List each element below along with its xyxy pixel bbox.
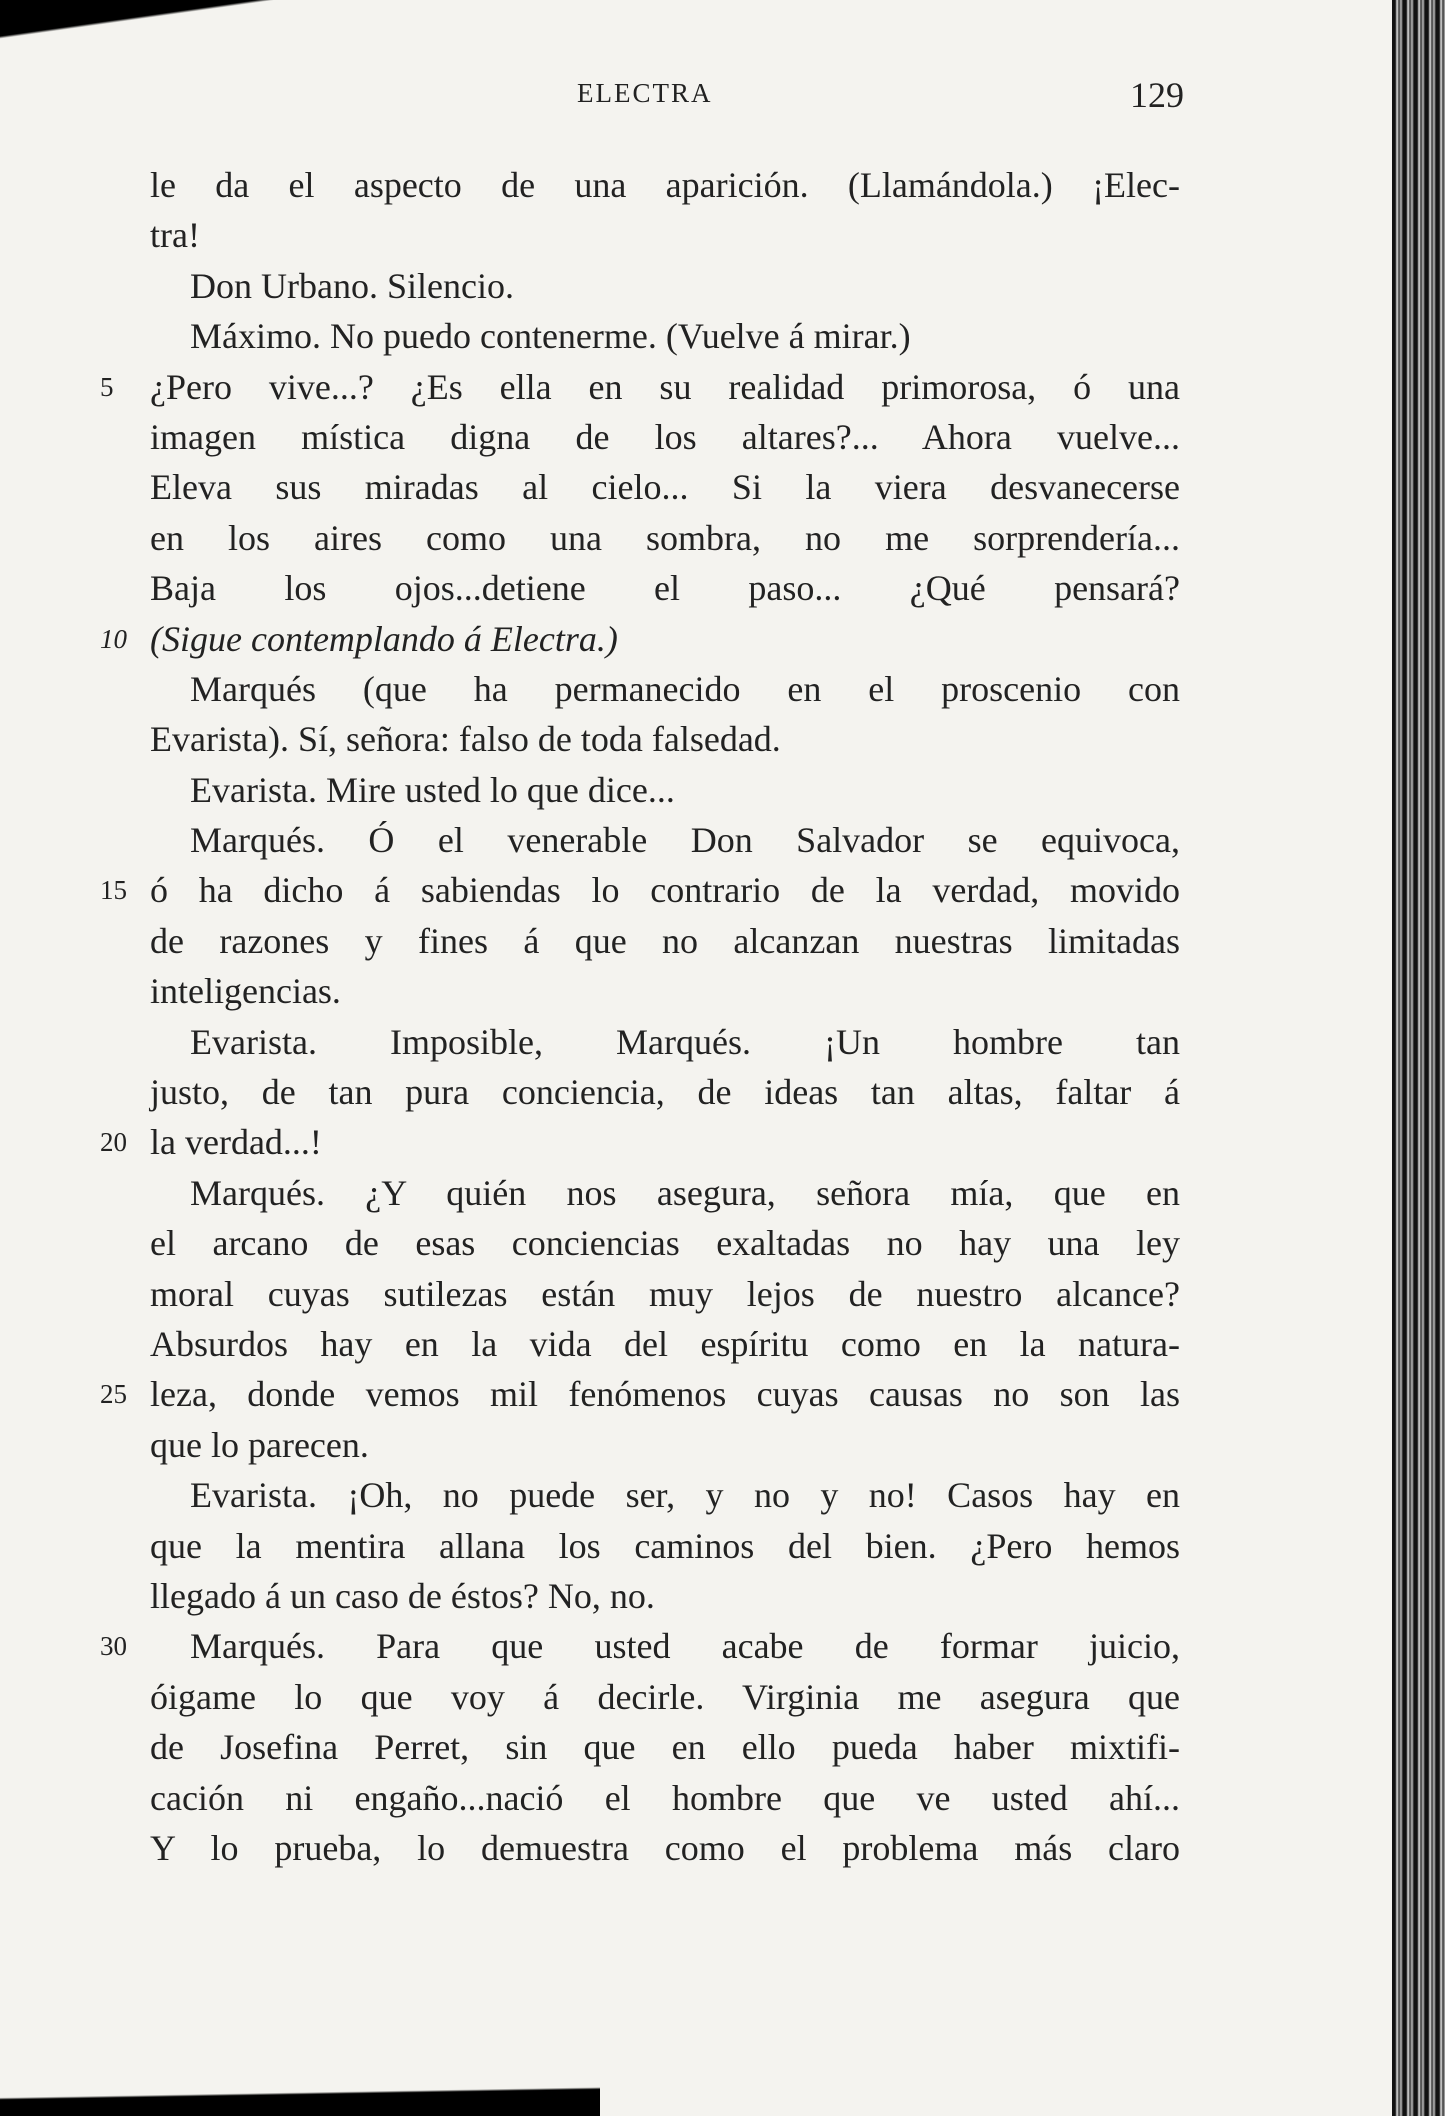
text-line: que lo parecen. <box>150 1424 369 1465</box>
line-number: 20 <box>100 1127 127 1158</box>
text-line: Marqués (que ha permanecido en el proscenio con <box>190 668 1180 709</box>
play-text <box>100 160 1180 1873</box>
line-number: 25 <box>100 1379 127 1410</box>
text-line: óigame lo que voy á decirle. Virginia me asegura que <box>150 1676 1180 1717</box>
text-line: Baja los ojos...detiene el paso... ¿Qué pensará? <box>150 568 1180 609</box>
text-line: de Josefina Perret, sin que en ello pueda haber mixtifi- <box>150 1727 1180 1768</box>
text-line: en los aires como una sombra, no me sorprendería... <box>150 517 1180 558</box>
text-line: el arcano de esas conciencias exaltadas no hay una ley <box>150 1223 1180 1264</box>
text-line: Absurdos hay en la vida del espíritu como en la natura- <box>150 1323 1180 1364</box>
text-line: Máximo. No puedo contenerme. (Vuelve á mirar.) <box>190 316 911 357</box>
text-line: Evarista. Imposible, Marqués. ¡Un hombre tan <box>190 1021 1180 1062</box>
text-line: Evarista. ¡Oh, no puede ser, y no y no! Casos hay en <box>190 1475 1180 1516</box>
text-line: 5 ¿Pero vive...? ¿Es ella en su realidad primorosa, ó una <box>150 362 1180 412</box>
text-line: justo, de tan pura conciencia, de ideas tan altas, faltar á <box>150 1072 1180 1113</box>
line-number: 5 <box>100 371 114 402</box>
running-header <box>0 74 1190 124</box>
text-line: moral cuyas sutilezas están muy lejos de nuestro alcance? <box>150 1273 1180 1314</box>
text-line: tra! <box>150 215 200 256</box>
text-line: de razones y fines á que no alcanzan nuestras limitadas <box>150 920 1180 961</box>
line-number: 10 <box>100 623 127 654</box>
running-title: ELECTRA <box>577 78 713 108</box>
text-line: 25 leza, donde vemos mil fenómenos cuyas causas no son las <box>150 1369 1180 1419</box>
text-line: Evarista. Mire usted lo que dice... <box>190 769 675 810</box>
text-line: llegado á un caso de éstos? No, no. <box>150 1575 655 1616</box>
text-line: cación ni engaño...nació el hombre que ve usted ahí... <box>150 1777 1180 1818</box>
line-number: 15 <box>100 875 127 906</box>
text-line: Marqués. ¿Y quién nos asegura, señora mía, que en <box>190 1172 1180 1213</box>
text-line: 20 la verdad...! <box>150 1117 1180 1167</box>
text-line: 10 (Sigue contemplando á Electra.) <box>150 614 1180 664</box>
page-edge-right <box>1392 0 1445 2116</box>
text-line: Evarista). Sí, señora: falso de toda falsedad. <box>150 719 781 760</box>
text-line: que la mentira allana los caminos del bien. ¿Pero hemos <box>150 1525 1180 1566</box>
text-line: inteligencias. <box>150 971 341 1012</box>
text-line: Marqués. Ó el venerable Don Salvador se equivoca, <box>190 820 1180 861</box>
text-line: 15 ó ha dicho á sabiendas lo contrario de la verdad, movido <box>150 865 1180 915</box>
scan-shadow-bottom <box>0 2082 600 2116</box>
scan-shadow-top <box>0 0 420 70</box>
line-number: 30 <box>100 1631 127 1662</box>
text-line: Eleva sus miradas al cielo... Si la viera desvanecerse <box>150 467 1180 508</box>
text-line: Don Urbano. Silencio. <box>190 265 514 306</box>
page-number: 129 <box>1130 75 1184 115</box>
text-line: 30 Marqués. Para que usted acabe de formar juicio, <box>150 1621 1180 1671</box>
text-line: Y lo prueba, lo demuestra como el problema más claro <box>150 1827 1180 1868</box>
text-line: imagen mística digna de los altares?... Ahora vuelve... <box>150 416 1180 457</box>
text-line: le da el aspecto de una aparición. (Llamándola.) ¡Elec- <box>150 165 1180 205</box>
